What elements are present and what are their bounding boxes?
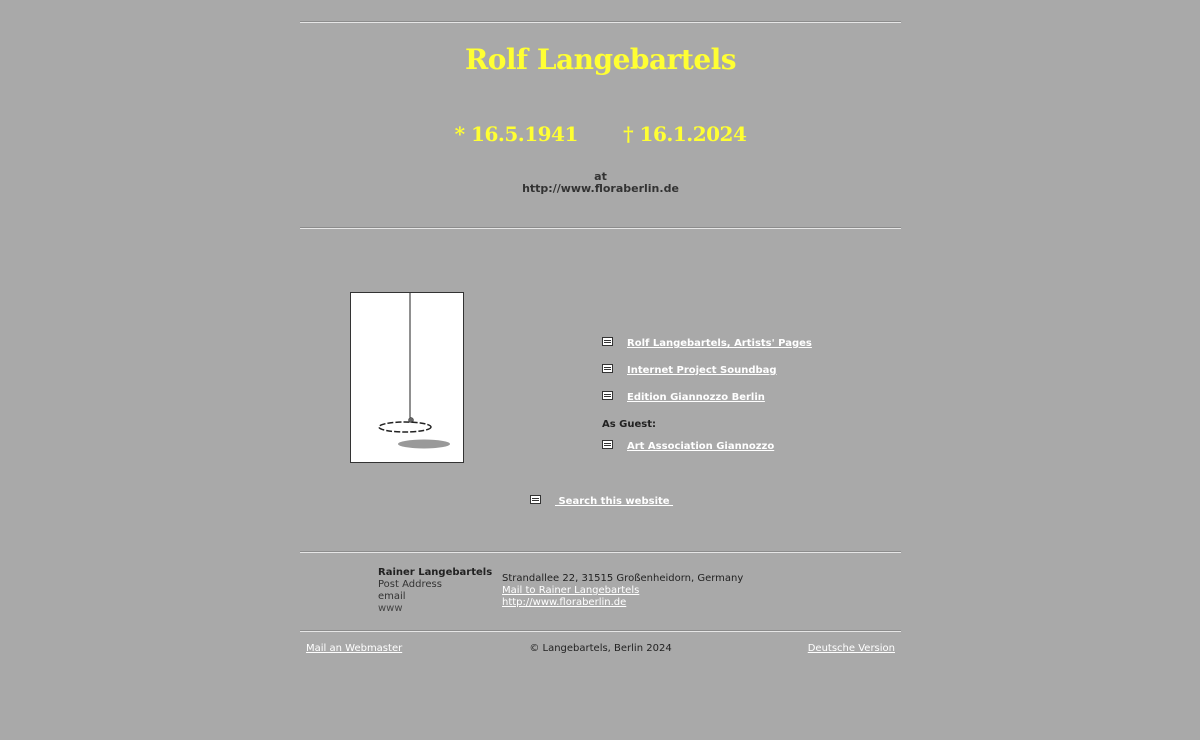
link-art-association[interactable]: Art Association Giannozzo [627,441,775,452]
pendulum-shadow [398,440,450,449]
site-url-text: http://www.floraberlin.de [522,182,679,195]
post-address-label: Post Address [378,579,442,590]
postal-address: Strandallee 22, 31515 Großenheidorn, Germany [502,573,744,584]
guest-heading: As Guest: [602,419,657,430]
german-version-link[interactable]: Deutsche Version [807,643,895,654]
webmaster-mail-link[interactable]: Mail an Webmaster [306,643,403,654]
link-edition-giannozzo[interactable]: Edition Giannozzo Berlin [627,392,765,403]
contact-labels [378,567,498,615]
search-row [530,492,673,510]
contact-values [502,573,892,609]
contact-name: Rainer Langebartels [378,567,493,578]
email-label: email [378,591,406,602]
pendulum-image [351,293,463,462]
list-bullet-icon [602,391,613,400]
footer [306,643,895,657]
site-location [300,171,901,195]
link-artists-pages[interactable]: Rolf Langebartels, Artists' Pages [627,338,812,349]
at-label: at [594,170,607,183]
list-item [602,384,892,411]
www-label: www [378,603,403,614]
list-item [602,357,892,384]
life-dates: * 16.5.1941 † 16.1.2024 [454,122,747,146]
list-item [602,330,892,357]
pendulum-artwork [350,292,464,463]
copyright: © Langebartels, Berlin 2024 [529,643,672,654]
list-bullet-icon [602,337,613,346]
pendulum-ring [379,422,431,432]
page-title: Rolf Langebartels [464,43,737,76]
list-bullet-icon [602,440,613,449]
list-bullet-icon [530,495,541,504]
footer-divider [300,630,901,632]
top-divider [300,21,901,23]
www-link[interactable]: http://www.floraberlin.de [502,597,627,608]
search-website-link[interactable]: Search this website [555,495,674,507]
link-soundbag[interactable]: Internet Project Soundbag [627,365,777,376]
mail-link[interactable]: Mail to Rainer Langebartels [502,585,640,596]
link-list [602,330,892,460]
list-item [602,433,892,460]
contact-divider [300,551,901,553]
header-divider [300,227,901,229]
list-bullet-icon [602,364,613,373]
